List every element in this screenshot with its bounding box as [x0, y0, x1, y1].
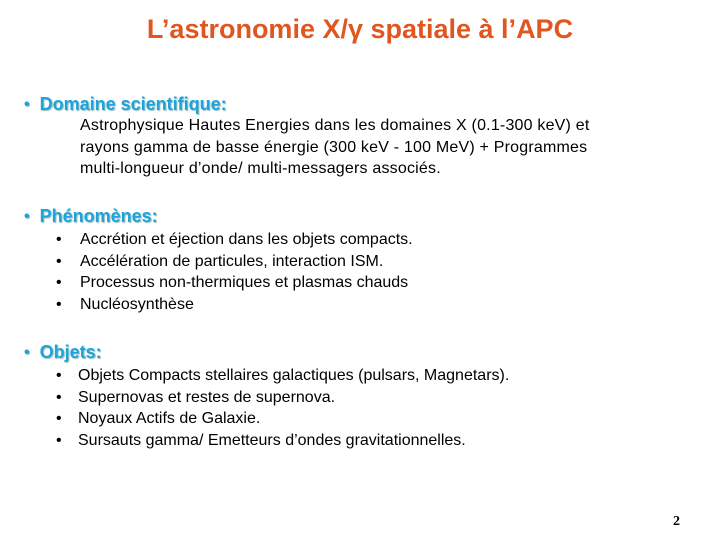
list-item — [56, 251, 413, 273]
list-item — [56, 365, 509, 387]
text-line: Astrophysique Hautes Energies dans les domaines X (0.1-300 keV) et — [80, 117, 590, 134]
list-item — [56, 430, 509, 452]
bullet-icon: • — [24, 95, 30, 113]
section-phenomenes — [24, 206, 413, 315]
text-line: multi-longueur d’onde/ multi-messagers associés. — [80, 160, 441, 177]
section-objets — [24, 342, 509, 451]
list-item — [56, 229, 413, 251]
item-text: Nucléosynthèse — [80, 295, 194, 313]
text-line: rayons gamma de basse énergie (300 keV - 100 MeV) + Programmes — [80, 138, 588, 156]
bullet-icon: • — [56, 274, 62, 291]
section-domaine — [24, 94, 589, 180]
item-text: Supernovas et restes de supernova. — [78, 388, 336, 406]
section-heading: Objets: — [39, 342, 102, 362]
bullet-icon: • — [56, 231, 62, 248]
bullet-icon: • — [56, 410, 62, 427]
bullet-icon: • — [24, 343, 30, 361]
bullet-icon: • — [56, 295, 62, 313]
section-heading: Phénomènes: — [39, 206, 158, 226]
page-number: 2 — [673, 514, 680, 529]
slide-title: L’astronomie X/γ spatiale à l’APC — [146, 14, 574, 44]
section-text — [80, 115, 589, 180]
list-item — [56, 294, 413, 316]
item-text: Accélération de particules, interaction ISM. — [80, 252, 384, 270]
list-item — [56, 408, 509, 430]
bullet-icon: • — [56, 367, 62, 384]
list-item — [56, 272, 413, 294]
bullet-icon: • — [56, 388, 62, 406]
item-text: Sursauts gamma/ Emetteurs d’ondes gravitationnelles. — [78, 431, 466, 449]
item-text: Processus non-thermiques et plasmas chauds — [80, 274, 409, 291]
item-text: Objets Compacts stellaires galactiques (pulsars, Magnetars). — [78, 367, 510, 384]
phenomenes-list — [56, 229, 413, 315]
bullet-icon: • — [24, 207, 30, 225]
section-heading: Domaine scientifique: — [39, 94, 227, 114]
bullet-icon: • — [56, 431, 62, 449]
item-text: Noyaux Actifs de Galaxie. — [78, 410, 261, 427]
item-text: Accrétion et éjection dans les objets compacts. — [80, 231, 413, 248]
list-item — [56, 387, 509, 409]
bullet-icon: • — [56, 252, 62, 270]
objets-list — [56, 365, 509, 451]
